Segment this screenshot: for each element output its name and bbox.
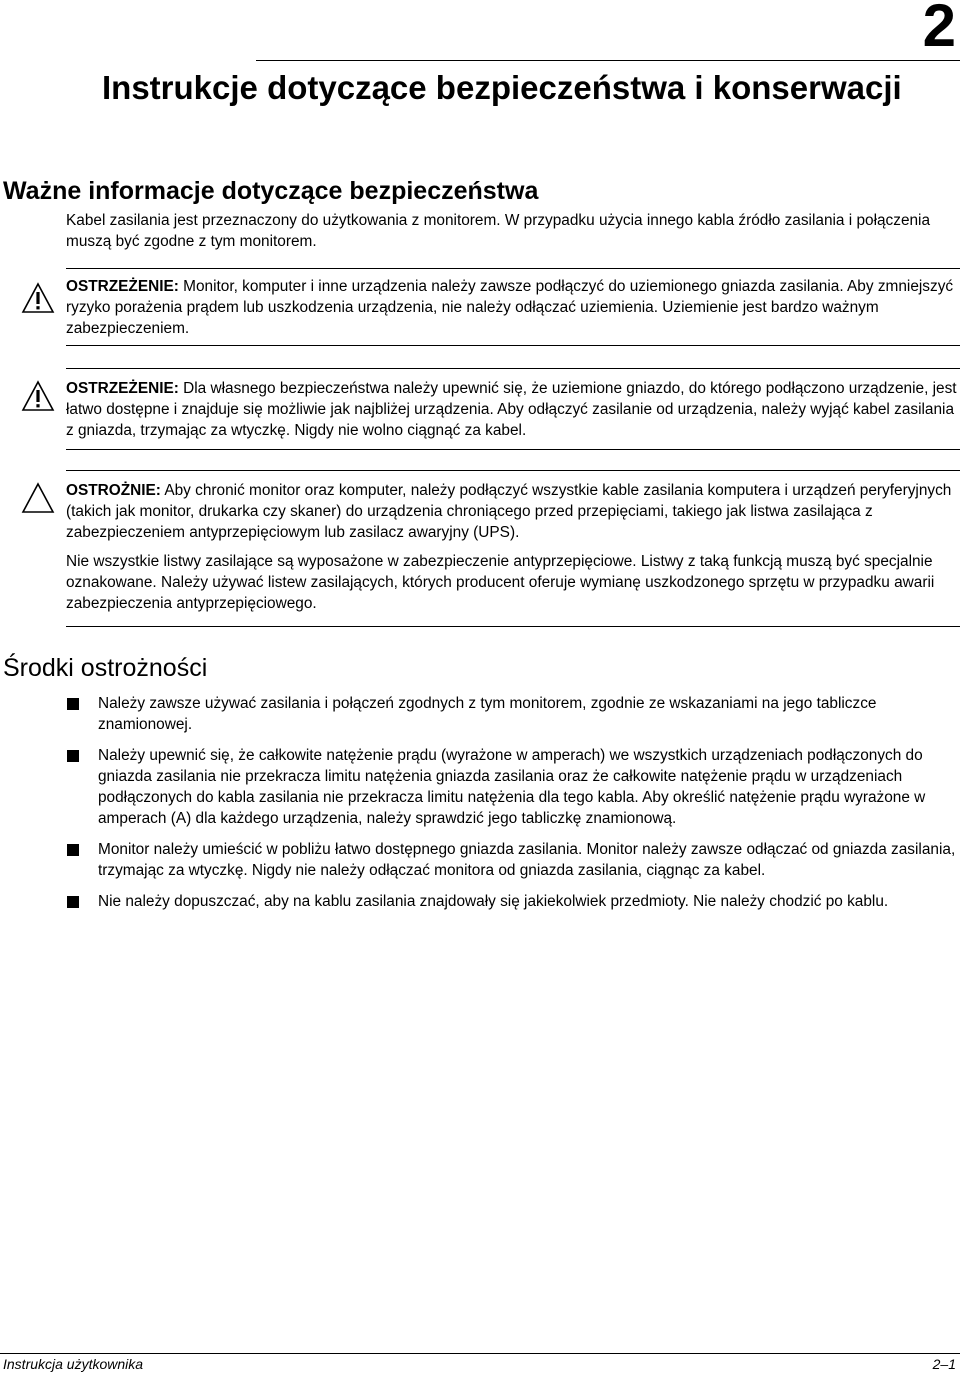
chapter-rule [256, 60, 960, 61]
notice-bottom-rule [66, 345, 960, 346]
notice-top-rule [66, 268, 960, 269]
notice-top-rule [66, 470, 960, 471]
warning-label: OSTRZEŻENIE: [66, 278, 179, 295]
list-item [66, 839, 958, 881]
notice-bottom-rule [66, 449, 960, 450]
list-item-text: Należy upewnić się, że całkowite natężenie prądu (wyrażone w amperach) we wszystkich urządzeniach podłączonych do gniazda zasilania nie przekracza limitu natężenia gniazda zasilania oraz że całkowite natężenie prądu w urządzeniach podłączonych do kabla zasilania nie przekracza limitu natężenia dla tego kabla. Aby określić natężenie prądu wyrażone w amperach (A) dla każdego urządzenia, należy sprawdzić jego tabliczkę znamionową. [98, 747, 926, 827]
footer-rule [0, 1353, 960, 1354]
list-item [66, 891, 958, 912]
list-item-text: Należy zawsze używać zasilania i połączeń zgodnych z tym monitorem, zgodnie ze wskazaniami na jego tabliczce znamionowej. [98, 695, 877, 733]
warning-notice-outlet-access [0, 368, 960, 450]
section-heading-precautions: Środki ostrożności [3, 654, 208, 682]
list-item-text: Monitor należy umieścić w pobliżu łatwo dostępnego gniazda zasilania. Monitor należy zawsze odłączać od gniazda zasilania, trzymając za wtyczkę. Nigdy nie należy odłączać monitora od gniazda zasilania, ciągnąc za kabel. [98, 841, 956, 879]
caution-text: Aby chronić monitor oraz komputer, należy podłączyć wszystkie kable zasilania komputera i urządzeń peryferyjnych (takich jak monitor, drukarka czy skaner) do urządzenia chroniącego przed przepięciami, takiego jak listwa zasilająca z zabezpieczeniem antyprzepięciowym lub zasilacz awaryjny (UPS). [66, 482, 952, 541]
warning-text: Monitor, komputer i inne urządzenia należy zawsze podłączyć do uziemionego gniazda zasilania. Aby zmniejszyć ryzyko porażenia prądem lub uszkodzenia urządzenia, nie należy odłączać uziemienia. Uziemienie jest bardzo ważnym zabezpieczeniem. [66, 278, 954, 337]
footer-document-title: Instrukcja użytkownika [3, 1356, 144, 1372]
square-bullet-icon [67, 698, 79, 710]
square-bullet-icon [67, 750, 79, 762]
caution-notice-body [66, 480, 958, 614]
warning-notice-text [66, 378, 958, 441]
caution-notice-text-2: Nie wszystkie listwy zasilające są wyposażone w zabezpieczenie antyprzepięciowe. Listwy z taką funkcją muszą być specjalnie oznakowane. Należy używać listew zasilających, których producent oferuje wymianę uszkodzonego sprzętu w przypadku awarii zabezpieczenia antyprzepięciowego. [66, 553, 935, 612]
square-bullet-icon [67, 896, 79, 908]
warning-notice-body [66, 378, 958, 441]
list-item [66, 745, 958, 829]
precautions-list [66, 693, 958, 922]
warning-notice-body [66, 276, 958, 339]
caution-notice-surge [0, 470, 960, 627]
list-item [66, 693, 958, 735]
square-bullet-icon [67, 844, 79, 856]
caution-triangle-icon [21, 482, 55, 514]
notice-top-rule [66, 368, 960, 369]
warning-label: OSTRZEŻENIE: [66, 380, 179, 397]
list-item-text: Nie należy dopuszczać, aby na kablu zasilania znajdowały się jakiekolwiek przedmioty. Nie należy chodzić po kablu. [98, 893, 889, 910]
section-heading-safety: Ważne informacje dotyczące bezpieczeństwa [3, 177, 539, 205]
footer-page-number: 2–1 [932, 1356, 956, 1372]
chapter-number: 2 [922, 0, 956, 59]
safety-intro-paragraph: Kabel zasilania jest przeznaczony do użytkowania z monitorem. W przypadku użycia innego kabla źródło zasilania i połączenia muszą być zgodne z tym monitorem. [66, 212, 931, 250]
warning-notice-grounding [0, 268, 960, 346]
warning-exclamation-triangle-icon [21, 380, 55, 412]
notice-bottom-rule [66, 626, 960, 627]
warning-notice-text [66, 276, 958, 339]
caution-notice-text [66, 480, 958, 543]
caution-label: OSTROŻNIE: [66, 482, 161, 499]
warning-exclamation-triangle-icon [21, 282, 55, 314]
chapter-title: Instrukcje dotyczące bezpieczeństwa i konserwacji [102, 69, 902, 106]
warning-text: Dla własnego bezpieczeństwa należy upewnić się, że uziemione gniazdo, do którego podłączono urządzenie, jest łatwo dostępne i znajduje się możliwie jak najbliżej urządzenia. Aby odłączyć zasilanie od urządzenia, należy wyjąć kabel zasilania z gniazda, trzymając za wtyczkę. Nigdy nie wolno ciągnąć za kabel. [66, 380, 957, 439]
